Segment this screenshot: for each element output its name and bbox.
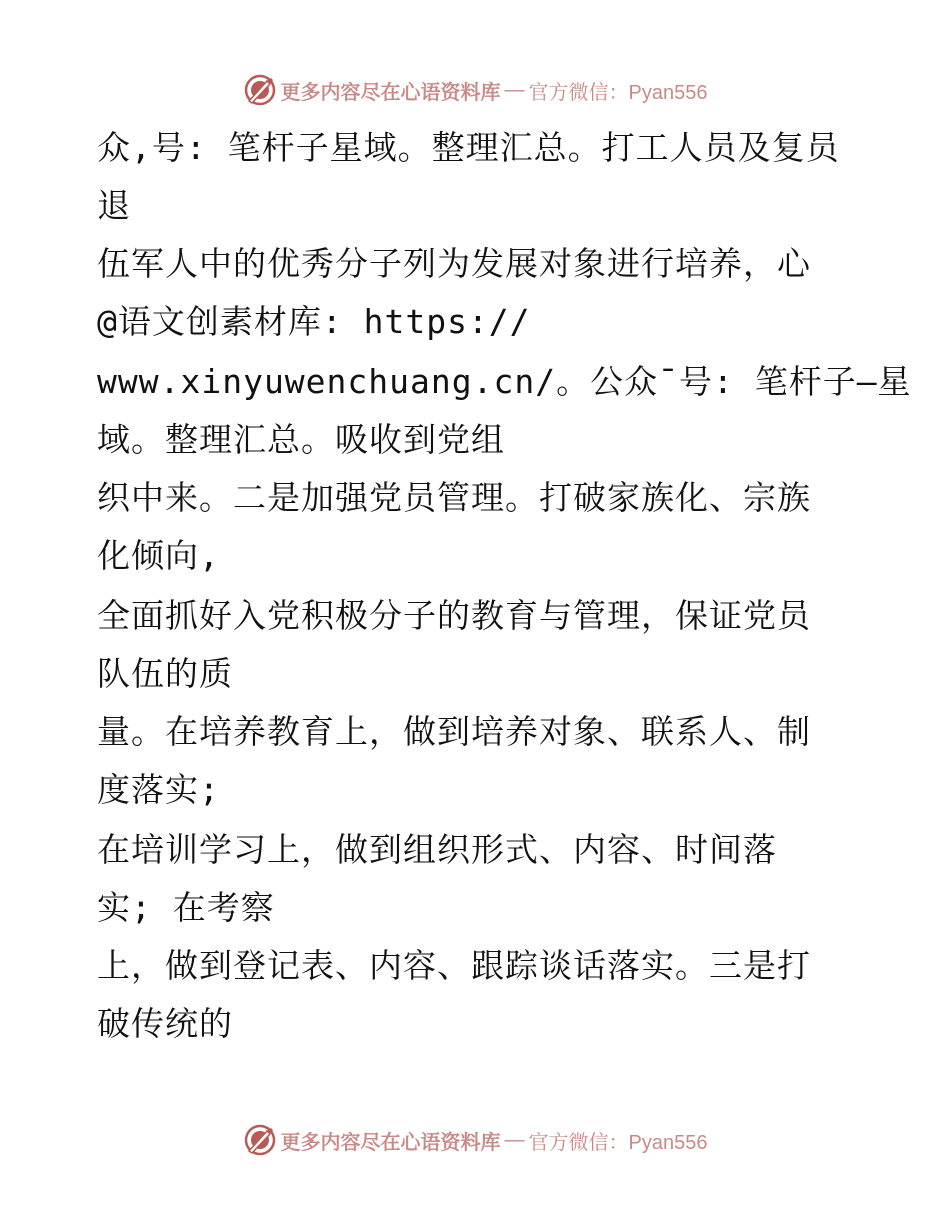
body-line: 织中来。二是加强党员管理。打破家族化、宗族 [97, 478, 811, 517]
footer-brand-text: 更多内容尽在心语资料库 [280, 1129, 501, 1154]
body-line: 全面抓好入党积极分子的教育与管理，保证党员 [97, 596, 811, 635]
body-line: 上，做到登记表、内容、跟踪谈话落实。三是打 [97, 946, 811, 985]
body-line: 化倾向, [97, 536, 220, 575]
body-line: 队伍的质 [97, 654, 233, 693]
body-line: 实; 在考察 [97, 888, 275, 927]
header-separator: — [504, 78, 525, 101]
body-line: 度落实; [97, 770, 220, 809]
header-wechat-text: 官方微信：Pyan556 [528, 81, 708, 104]
body-line: 破传统的 [97, 1004, 233, 1043]
pen-seal-icon [243, 73, 277, 107]
pen-seal-icon [243, 1123, 277, 1157]
body-line: @语文创素材库: https:// [97, 302, 531, 341]
footer-banner [0, 1120, 950, 1160]
body-line: 量。在培养教育上，做到培养对象、联系人、制 [97, 712, 811, 751]
body-line: 众,号: 笔杆子星域。整理汇总。打工人员及复员 [97, 128, 840, 167]
body-line: 域。整理汇总。吸收到党组 [97, 420, 505, 459]
header-banner [0, 70, 950, 110]
footer-wechat-text: 官方微信：Pyan556 [528, 1131, 708, 1154]
header-brand-text: 更多内容尽在心语资料库 [280, 79, 501, 104]
body-line: 退 [97, 186, 131, 225]
body-line: 在培训学习上，做到组织形式、内容、时间落 [97, 830, 777, 869]
footer-separator: — [504, 1128, 525, 1151]
body-line: www.xinyuwenchuang.cn/。公众¯号: 笔杆子—星 [97, 362, 912, 401]
body-line: 伍军人中的优秀分子列为发展对象进行培养，心 [97, 244, 811, 283]
